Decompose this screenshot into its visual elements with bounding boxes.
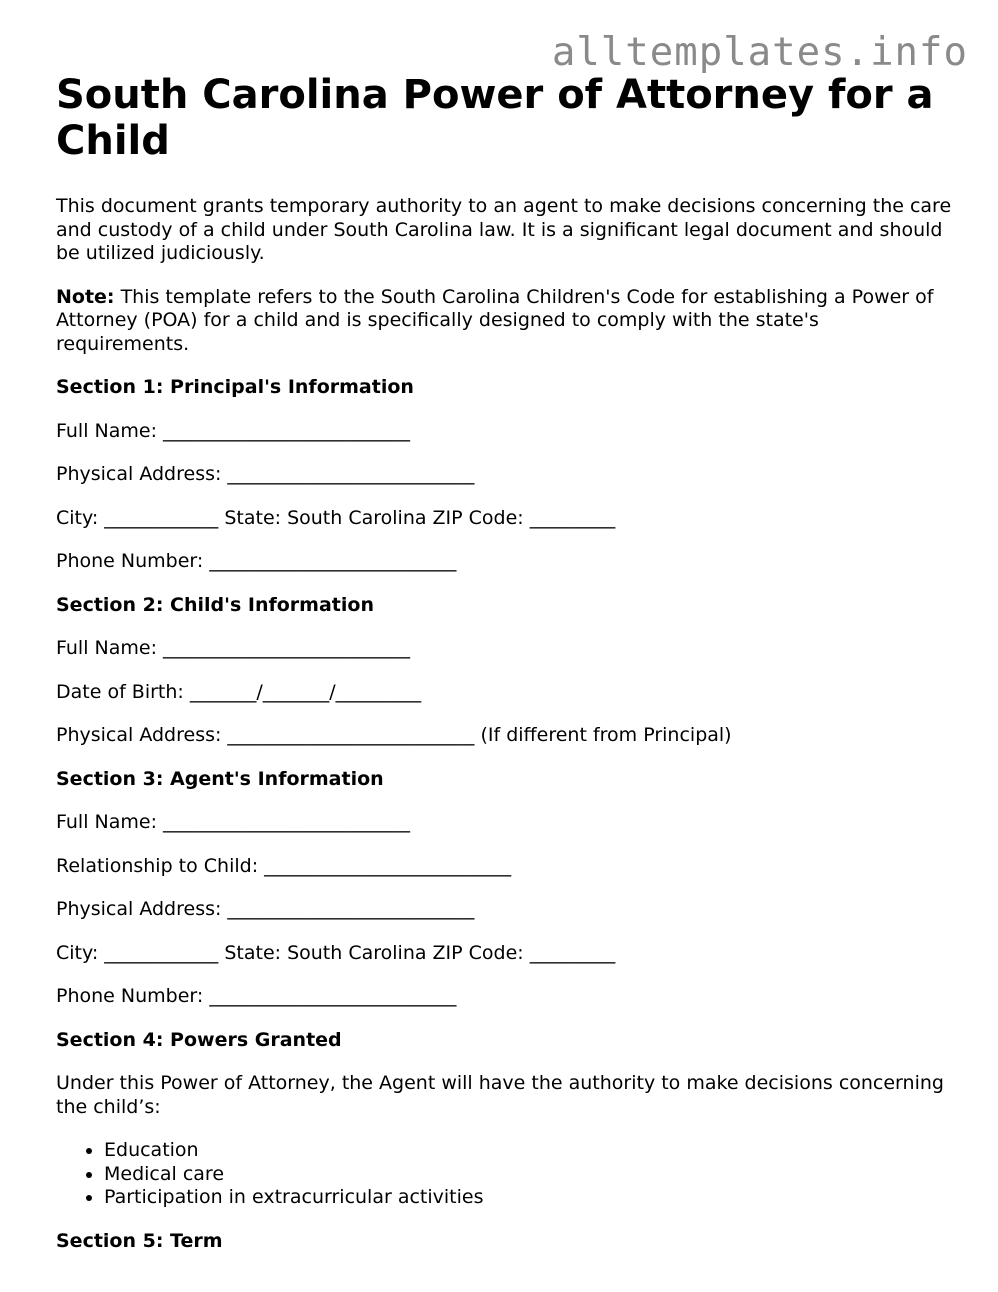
section-4-heading: Section 4: Powers Granted bbox=[56, 1028, 342, 1051]
principal-address-field[interactable]: Physical Address: __________________________ bbox=[56, 463, 475, 485]
section-3-heading: Section 3: Agent's Information bbox=[56, 767, 384, 790]
section-5-heading: Section 5: Term bbox=[56, 1229, 223, 1252]
list-item: • Participation in extracurricular activities bbox=[104, 1186, 956, 1210]
intro-paragraph: This document grants temporary authority to an agent to make decisions concerning the care and custody of a child under South Carolina law. It is a significant legal document and should be utilized judiciously. bbox=[56, 195, 952, 264]
agent-city-state-zip-field[interactable]: City: ____________ State: South Carolina ZIP Code: _________ bbox=[56, 941, 616, 964]
document-page bbox=[56, 72, 956, 1253]
watermark: alltemplates.info bbox=[551, 30, 968, 75]
principal-city-state-zip-field[interactable]: City: ____________ State: South Carolina ZIP Code: _________ bbox=[56, 506, 616, 529]
agent-full-name-field[interactable]: Full Name: __________________________ bbox=[56, 811, 411, 833]
list-item: • Education bbox=[104, 1139, 956, 1163]
document-title: South Carolina Power of Attorney for a Child bbox=[56, 72, 934, 164]
agent-phone-field[interactable]: Phone Number: __________________________ bbox=[56, 985, 457, 1007]
note-paragraph bbox=[56, 286, 956, 357]
child-full-name-field[interactable]: Full Name: __________________________ bbox=[56, 637, 411, 659]
list-item: • Medical care bbox=[104, 1163, 956, 1187]
note-label: Note: bbox=[56, 285, 115, 308]
principal-full-name-field[interactable]: Full Name: __________________________ bbox=[56, 419, 411, 442]
principal-phone-field[interactable]: Phone Number: __________________________ bbox=[56, 550, 457, 572]
section-1-heading: Section 1: Principal's Information bbox=[56, 376, 414, 398]
note-text: This template refers to the South Carolina Children's Code for establishing a Power of Attorney (POA) for a child and is specifically designed to comply with the state's requirements. bbox=[56, 285, 934, 355]
agent-address-field[interactable]: Physical Address: __________________________ bbox=[56, 898, 475, 920]
powers-intro: Under this Power of Attorney, the Agent will have the authority to make decisions concerning the child’s: bbox=[56, 1072, 944, 1118]
section-2-heading: Section 2: Child's Information bbox=[56, 593, 374, 616]
agent-relationship-field[interactable]: Relationship to Child: __________________________ bbox=[56, 854, 512, 877]
child-dob-field[interactable]: Date of Birth: _______/_______/_________ bbox=[56, 680, 422, 703]
child-address-field[interactable]: Physical Address: __________________________ (If different from Principal) bbox=[56, 724, 732, 746]
powers-list bbox=[56, 1139, 956, 1210]
